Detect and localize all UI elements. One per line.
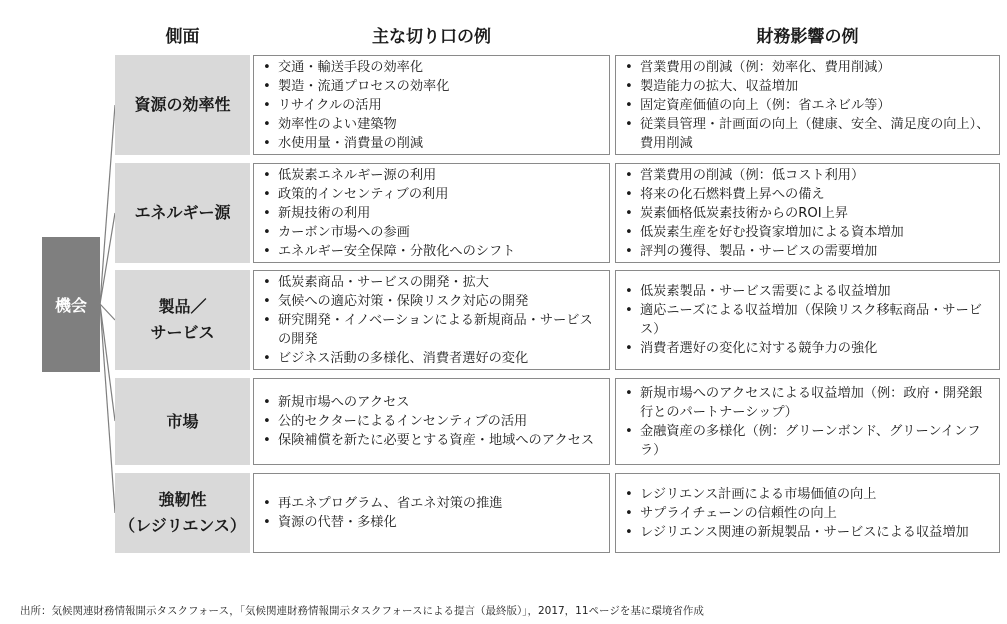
list-item: • レジリエンス関連の新規製品・サービスによる収益増加 xyxy=(624,523,993,542)
list-item: • 低炭素生産を好む投資家増加による資本増加 xyxy=(624,223,993,242)
list-item: • 新規市場へのアクセス xyxy=(262,393,603,412)
list-item: • エネルギー安全保障・分散化へのシフト xyxy=(262,242,603,261)
list-item: • 政策的インセンティブの利用 xyxy=(262,185,603,204)
list-item: • 再エネプログラム、省エネ対策の推進 xyxy=(262,494,603,513)
list-item: • 製造能力の拡大、収益増加 xyxy=(624,77,993,96)
list-item: • 公的セクターによるインセンティブの活用 xyxy=(262,412,603,431)
list-item: • 固定資産価値の向上（例：省エネビル等） xyxy=(624,96,993,115)
list-item: • 水使用量・消費量の削減 xyxy=(262,134,603,153)
fin-box-resource-efficiency xyxy=(615,55,1000,155)
aspect-resilience: 強靭性 （レジリエンス） xyxy=(115,473,250,553)
list-item: • 消費者選好の変化に対する競争力の強化 xyxy=(624,339,993,358)
list-item: • 炭素価格低炭素技術からのROI上昇 xyxy=(624,204,993,223)
list-item: • 研究開発・イノベーションによる新規商品・サービスの開発 xyxy=(262,311,603,349)
list-item: • 金融資産の多様化（例：グリーンボンド、グリーンインフラ） xyxy=(624,422,993,460)
list-item: • ビジネス活動の多様化、消費者選好の変化 xyxy=(262,349,603,368)
list-item: • 新規市場へのアクセスによる収益増加（例：政府・開発銀行とのパートナーシップ） xyxy=(624,384,993,422)
list-item: • 効率性のよい建築物 xyxy=(262,115,603,134)
fin-box-market xyxy=(615,378,1000,465)
aspect-products-services: 製品／ サービス xyxy=(115,270,250,370)
header-cut-examples: 主な切り口の例 xyxy=(372,27,491,47)
fin-box-energy-source xyxy=(615,163,1000,263)
cut-box-energy-source xyxy=(253,163,610,263)
cut-box-resilience xyxy=(253,473,610,553)
list-item: • カーボン市場への参画 xyxy=(262,223,603,242)
list-item: • 営業費用の削減（例：効率化、費用削減） xyxy=(624,58,993,77)
list-item: • 製造・流通プロセスの効率化 xyxy=(262,77,603,96)
list-item: • レジリエンス計画による市場価値の向上 xyxy=(624,485,993,504)
list-item: • 低炭素エネルギー源の利用 xyxy=(262,166,603,185)
root-category-opportunity: 機会 xyxy=(42,237,100,372)
list-item: • 適応ニーズによる収益増加（保険リスク移転商品・サービス） xyxy=(624,301,993,339)
list-item: • 従業員管理・計画面の向上（健康、安全、満足度の向上）、費用削減 xyxy=(624,115,993,153)
header-aspect: 側面 xyxy=(165,27,200,47)
list-item: • 低炭素商品・サービスの開発・拡大 xyxy=(262,273,603,292)
list-item: • 資源の代替・多様化 xyxy=(262,513,603,532)
source-note: 出所：気候関連財務情報開示タスクフォース，「気候関連財務情報開示タスクフォースによる提言（最終版）」，2017，11ページを基に環境省作成 xyxy=(20,605,704,617)
list-item: • リサイクルの活用 xyxy=(262,96,603,115)
list-item: • 保険補償を新たに必要とする資産・地域へのアクセス xyxy=(262,431,603,450)
list-item: • 評判の獲得、製品・サービスの需要増加 xyxy=(624,242,993,261)
list-item: • 交通・輸送手段の効率化 xyxy=(262,58,603,77)
cut-box-products-services xyxy=(253,270,610,370)
list-item: • 低炭素製品・サービス需要による収益増加 xyxy=(624,282,993,301)
header-financial-impact: 財務影響の例 xyxy=(756,27,859,47)
fin-box-products-services xyxy=(615,270,1000,370)
cut-box-market xyxy=(253,378,610,465)
list-item: • 気候への適応対策・保険リスク対応の開発 xyxy=(262,292,603,311)
aspect-market: 市場 xyxy=(115,378,250,465)
list-item: • 新規技術の利用 xyxy=(262,204,603,223)
aspect-energy-source: エネルギー源 xyxy=(115,163,250,263)
list-item: • 営業費用の削減（例：低コスト利用） xyxy=(624,166,993,185)
list-item: • サプライチェーンの信頼性の向上 xyxy=(624,504,993,523)
aspect-resource-efficiency: 資源の効率性 xyxy=(115,55,250,155)
list-item: • 将来の化石燃料費上昇への備え xyxy=(624,185,993,204)
fin-box-resilience xyxy=(615,473,1000,553)
cut-box-resource-efficiency xyxy=(253,55,610,155)
